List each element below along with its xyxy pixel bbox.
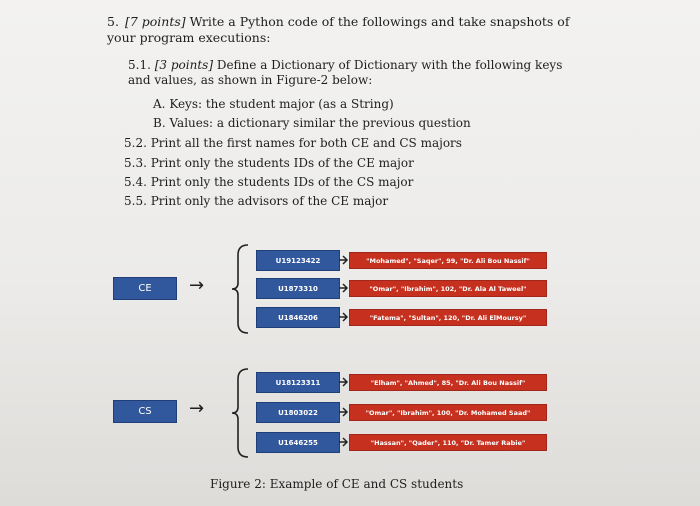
arrow-right-icon [339,436,349,448]
item-number: B. [153,116,166,130]
item-5-1-b [153,116,471,131]
major-label-cs: CS [113,400,177,423]
arrow-right-icon [339,376,349,388]
question-5 [107,14,587,46]
student-id-box: U19123422 [256,250,340,271]
student-value-box: "Omar", "Ibrahim", 100, "Dr. Mohamed Saad" [349,404,547,421]
item-points: [3 points] [154,58,213,72]
major-label-ce: CE [113,277,177,300]
item-text: Print all the first names for both CE and CS majors [150,136,462,150]
student-id-box: U1646255 [256,432,340,453]
item-text: Keys: the student major (as a String) [169,97,394,111]
arrow-right-icon: → [189,398,205,419]
item-number: 5.2. [124,136,147,150]
arrow-right-icon: → [189,275,205,296]
student-id-box: U1846206 [256,307,340,328]
item-text: Print only the students IDs of the CE major [150,156,414,170]
student-id-box: U1873310 [256,278,340,299]
item-5-5 [124,194,388,209]
student-value-box: "Omar", "Ibrahim", 102, "Dr. Ala Al Taweel" [349,280,547,297]
student-id-box: U1803022 [256,402,340,423]
student-id-box: U18123311 [256,372,340,393]
brace-icon [230,243,254,335]
item-5-1 [128,58,588,88]
student-value-box: "Elham", "Ahmed", 85, "Dr. Ali Bou Nassif" [349,374,547,391]
item-number: 5.5. [124,194,147,208]
item-number: 5.3. [124,156,147,170]
item-5-1-a [153,97,394,112]
item-text: Print only the advisors of the CE major [150,194,389,208]
brace-icon [230,367,254,459]
figure-caption: Figure 2: Example of CE and CS students [210,477,464,491]
student-value-box: "Hassan", "Qader", 110, "Dr. Tamer Rabie" [349,434,547,451]
item-5-4 [124,175,413,190]
item-5-3 [124,156,414,171]
item-number: 5.1. [128,58,151,72]
item-text: Values: a dictionary similar the previous question [169,116,471,130]
question-number: 5. [107,14,119,29]
item-text: Define a Dictionary of Dictionary with the following keys and values, as shown in Figure-2 below: [128,58,563,87]
student-value-box: "Fatema", "Sultan", 120, "Dr. Ali ElMoursy" [349,309,547,326]
arrow-right-icon [339,282,349,294]
figure-2-diagram [0,235,700,465]
arrow-right-icon [339,254,349,266]
arrow-right-icon [339,311,349,323]
question-points: [7 points] [124,14,186,29]
arrow-right-icon [339,406,349,418]
item-5-2 [124,136,462,151]
student-value-box: "Mohamed", "Saqer", 99, "Dr. Ali Bou Nassif" [349,252,547,269]
item-text: Print only the students IDs of the CS major [150,175,414,189]
question-text: Write a Python code of the followings and take snapshots of your program executions: [107,14,570,45]
item-number: 5.4. [124,175,147,189]
item-number: A. [153,97,166,111]
